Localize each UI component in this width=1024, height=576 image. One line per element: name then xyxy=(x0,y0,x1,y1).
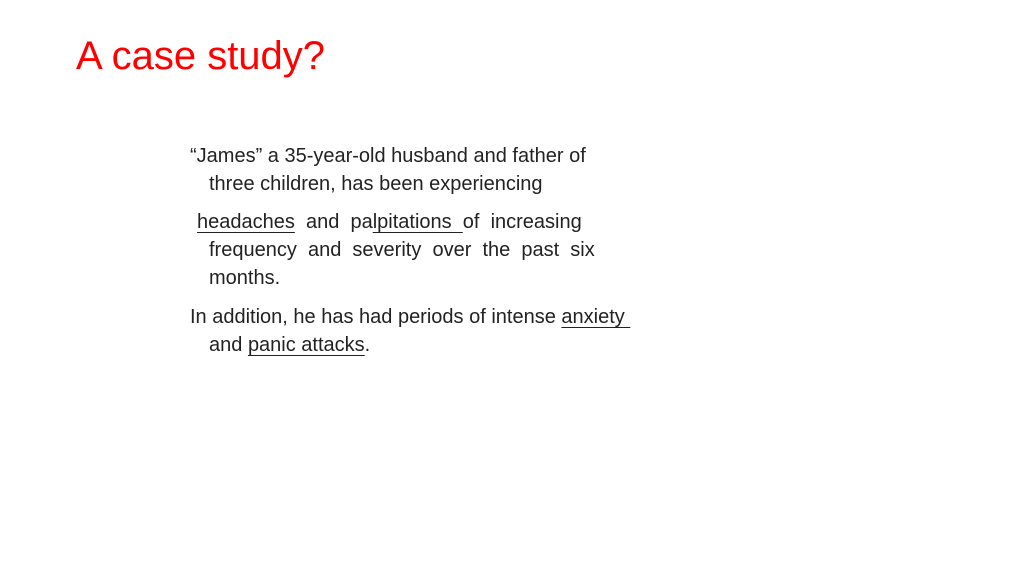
and-text: and xyxy=(209,334,248,356)
palpitations-term: lpitations xyxy=(372,211,463,233)
paragraph-1-line-2: three children, has been experiencing xyxy=(209,173,543,195)
paragraph-1-line-1: “James” a 35-year-old husband and father of xyxy=(190,145,586,167)
period: . xyxy=(364,334,371,356)
of-increasing-text: of increasing xyxy=(462,211,582,233)
paragraph-3-line-2 xyxy=(209,331,370,359)
paragraph-2-line-2: frequency and severity over the past six xyxy=(209,239,595,261)
anxiety-lead-text: In addition, he has had periods of intense xyxy=(190,306,562,328)
headaches-term: headaches xyxy=(197,211,295,233)
slide-title: A case study? xyxy=(76,34,326,78)
paragraph-2-line-1 xyxy=(197,208,582,236)
anxiety-term: anxiety xyxy=(561,306,631,328)
paragraph-3-line-1 xyxy=(190,303,630,331)
connector-and: and pa xyxy=(294,211,373,233)
panic-attacks-term: panic attacks xyxy=(247,334,365,356)
paragraph-2-line-3: months. xyxy=(209,267,281,289)
